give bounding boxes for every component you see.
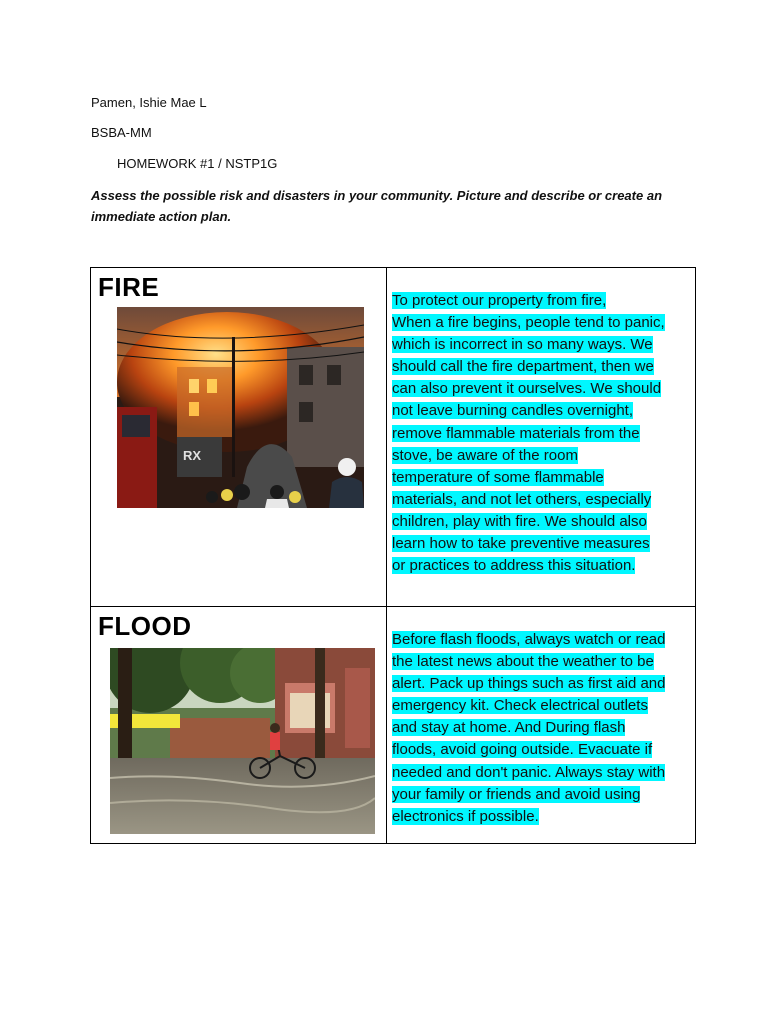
fire-photo — [117, 307, 364, 508]
table-row-flood — [91, 607, 696, 844]
flood-photo — [110, 648, 375, 834]
fire-line: learn how to take preventive measures — [392, 535, 650, 553]
svg-text:RX: RX — [183, 448, 202, 463]
flood-line: electronics if possible. — [392, 807, 539, 825]
fire-line: remove flammable materials from the — [392, 424, 640, 442]
flood-line: floods, avoid going outside. Evacuate if — [392, 741, 653, 759]
flood-description-cell — [387, 607, 696, 844]
fire-line: To protect our property from fire, — [392, 292, 607, 309]
flood-title: FLOOD — [98, 611, 192, 641]
fire-line: When a fire begins, people tend to panic, — [392, 314, 665, 332]
flood-line: alert. Pack up things such as first aid and — [392, 675, 666, 693]
disaster-table — [90, 267, 696, 844]
fire-line: stove, be aware of the room — [392, 446, 578, 464]
fire-line: temperature of some flammable — [392, 468, 604, 486]
student-name: Pamen, Ishie Mae L — [91, 95, 207, 110]
homework-label: HOMEWORK #1 / NSTP1G — [117, 156, 278, 171]
fire-description — [387, 268, 695, 577]
course-label: BSBA-MM — [91, 125, 152, 140]
flood-line: the latest news about the weather to be — [392, 653, 654, 671]
assignment-prompt: Assess the possible risk and disasters in your community. Picture and describe or create an immediate action plan. — [91, 188, 663, 224]
fire-image-cell — [91, 268, 387, 607]
flood-line: your family or friends and avoid using — [392, 785, 641, 803]
fire-title: FIRE — [98, 272, 160, 302]
fire-line: can also prevent it ourselves. We should — [392, 380, 662, 398]
fire-line: not leave burning candles overnight, — [392, 402, 633, 420]
flood-description — [387, 607, 695, 828]
fire-line: children, play with fire. We should also — [392, 512, 647, 530]
fire-description-cell — [387, 268, 696, 607]
fire-line: which is incorrect in so many ways. We — [392, 336, 653, 354]
flood-line: emergency kit. Check electrical outlets — [392, 697, 648, 715]
flood-line: and stay at home. And During flash — [392, 719, 626, 737]
fire-line: should call the fire department, then we — [392, 358, 654, 376]
table-row-fire — [91, 268, 696, 607]
flood-line: Before flash floods, always watch or read — [392, 631, 666, 648]
fire-line: or practices to address this situation. — [392, 557, 636, 575]
flood-image-cell — [91, 607, 387, 844]
fire-line: materials, and not let others, especially — [392, 490, 652, 508]
flood-line: needed and don't panic. Always stay with — [392, 763, 666, 781]
